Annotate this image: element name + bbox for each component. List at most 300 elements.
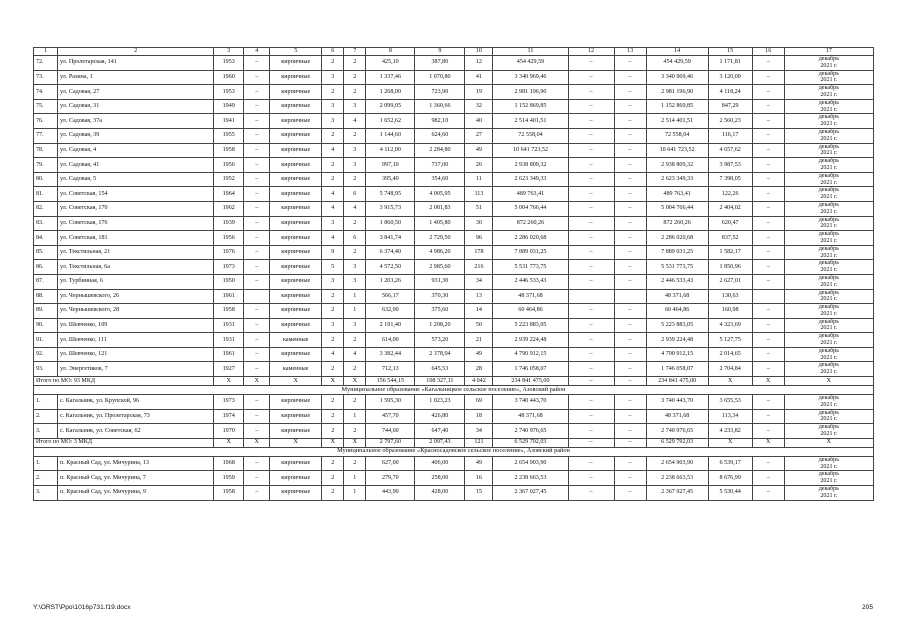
table-cell: 1958: [214, 304, 244, 319]
table-cell: 41: [465, 70, 493, 85]
deadline-year: 2021 г.: [820, 77, 838, 84]
table-cell: 620,47: [708, 216, 752, 231]
table-cell: 2 238 663,53: [493, 471, 568, 486]
table-cell: 3: [344, 318, 366, 333]
table-cell: 1958: [214, 486, 244, 501]
table-cell: 982,10: [415, 114, 465, 129]
address-cell: ул. Пролетарская, 141: [58, 56, 214, 71]
table-cell: 5 004 766,44: [493, 201, 568, 216]
table-cell: 2.: [34, 471, 58, 486]
table-cell: –: [752, 231, 784, 246]
table-cell: 3: [322, 99, 344, 114]
address-cell: ул. Шевченко, 111: [58, 333, 214, 348]
table-cell: 2: [344, 85, 366, 100]
table-cell: –: [752, 70, 784, 85]
table-cell: 82.: [34, 201, 58, 216]
table-row: [34, 172, 874, 187]
table-cell: кирпичные: [270, 158, 322, 173]
table-cell: 130,63: [708, 289, 752, 304]
deadline-year: 2021 г.: [820, 492, 838, 499]
table-cell: –: [244, 318, 270, 333]
table-cell: –: [568, 333, 614, 348]
table-cell: 4 233,82: [708, 424, 752, 439]
deadline-month: декабрь: [818, 260, 840, 267]
table-cell: кирпичные: [270, 114, 322, 129]
total-cell: X: [752, 438, 784, 447]
table-cell: –: [568, 395, 614, 410]
municipality-title: Муниципальное образование «Кагальницкое сельское поселение», Азовский район: [34, 386, 874, 395]
table-cell: 1950: [214, 274, 244, 289]
total-cell: 6 529 792,03: [646, 438, 708, 447]
table-cell: 3.: [34, 424, 58, 439]
deadline-cell: [784, 216, 873, 231]
table-cell: 2: [322, 424, 344, 439]
column-number-row: [34, 48, 874, 56]
table-cell: 2: [344, 216, 366, 231]
table-cell: –: [244, 471, 270, 486]
deadline-year: 2021 г.: [820, 135, 838, 142]
deadline-month: декабрь: [818, 486, 840, 493]
address-cell: ул. Садовая, 37а: [58, 114, 214, 129]
table-cell: 3: [322, 114, 344, 129]
table-cell: 216: [465, 260, 493, 275]
total-cell: –: [568, 377, 614, 386]
table-cell: –: [614, 318, 646, 333]
table-cell: кирпичные: [270, 304, 322, 319]
table-row: [34, 187, 874, 202]
table-cell: 83.: [34, 216, 58, 231]
table-cell: –: [752, 187, 784, 202]
table-cell: [568, 289, 614, 304]
table-cell: –: [244, 56, 270, 71]
table-cell: 1 850,96: [708, 260, 752, 275]
table-cell: 21: [465, 333, 493, 348]
table-cell: 4 118,24: [708, 85, 752, 100]
table-cell: 2 081,83: [415, 201, 465, 216]
table-cell: 258,00: [415, 471, 465, 486]
table-cell: 5 531 773,75: [646, 260, 708, 275]
table-cell: 34: [465, 274, 493, 289]
table-row: [34, 85, 874, 100]
deadline-year: 2021 г.: [820, 340, 838, 347]
column-number: 16: [752, 48, 784, 56]
address-cell: ул. Текстильная, 6а: [58, 260, 214, 275]
table-cell: 14: [465, 304, 493, 319]
table-cell: 2 938 809,32: [493, 158, 568, 173]
deadline-month: декабрь: [818, 456, 840, 463]
table-cell: –: [568, 158, 614, 173]
table-cell: кирпичные: [270, 187, 322, 202]
deadline-month: декабрь: [818, 245, 840, 252]
table-cell: 454 429,59: [493, 56, 568, 71]
address-cell: ул. Шевченко, 109: [58, 318, 214, 333]
table-cell: 2 623 349,33: [646, 172, 708, 187]
table-cell: 2: [344, 333, 366, 348]
table-cell: 1 171,81: [708, 56, 752, 71]
table-cell: –: [752, 201, 784, 216]
deadline-cell: [784, 260, 873, 275]
table-cell: –: [568, 85, 614, 100]
table-cell: 1959: [214, 471, 244, 486]
column-number: 2: [58, 48, 214, 56]
table-cell: 3 120,09: [708, 70, 752, 85]
table-cell: 80.: [34, 172, 58, 187]
table-cell: –: [568, 486, 614, 501]
table-cell: 86.: [34, 260, 58, 275]
table-cell: 2 446 533,43: [646, 274, 708, 289]
table-cell: 645,53: [415, 362, 465, 377]
table-cell: 178: [465, 245, 493, 260]
table-cell: –: [752, 424, 784, 439]
deadline-cell: [784, 187, 873, 202]
table-cell: кирпичные: [270, 456, 322, 471]
total-cell: X: [708, 438, 752, 447]
table-cell: 2: [322, 304, 344, 319]
table-cell: 1 203,26: [366, 274, 415, 289]
table-cell: 489 763,41: [646, 187, 708, 202]
table-cell: 1953: [214, 56, 244, 71]
table-cell: 2: [322, 333, 344, 348]
column-number: 8: [366, 48, 415, 56]
table-cell: 72.: [34, 56, 58, 71]
table-row: [34, 260, 874, 275]
table-row: [34, 201, 874, 216]
table-cell: –: [752, 347, 784, 362]
table-cell: 2: [322, 85, 344, 100]
table-cell: 2 367 027,45: [493, 486, 568, 501]
table-cell: 2: [322, 289, 344, 304]
table-cell: кирпичные: [270, 471, 322, 486]
table-cell: 9: [322, 245, 344, 260]
table-cell: –: [568, 70, 614, 85]
table-row: [34, 245, 874, 260]
deadline-month: декабрь: [818, 274, 840, 281]
table-cell: 1: [344, 304, 366, 319]
table-row: [34, 333, 874, 348]
table-cell: кирпичные: [270, 395, 322, 410]
table-cell: 1 152 869,85: [493, 99, 568, 114]
table-cell: 1927: [214, 362, 244, 377]
table-cell: кирпичные: [270, 172, 322, 187]
table-cell: –: [568, 172, 614, 187]
table-cell: –: [614, 274, 646, 289]
table-cell: 4 005,95: [415, 187, 465, 202]
table-cell: 2: [322, 158, 344, 173]
deadline-year: 2021 г.: [820, 179, 838, 186]
table-row: [34, 231, 874, 246]
table-cell: 3 740 443,70: [646, 395, 708, 410]
table-cell: 18: [465, 409, 493, 424]
table-cell: –: [752, 409, 784, 424]
column-number: 5: [270, 48, 322, 56]
table-cell: 3: [322, 70, 344, 85]
table-cell: –: [568, 304, 614, 319]
table-cell: кирпичные: [270, 128, 322, 143]
table-cell: 1949: [214, 99, 244, 114]
table-cell: 2: [344, 362, 366, 377]
table-cell: –: [244, 260, 270, 275]
table-cell: 997,10: [366, 158, 415, 173]
table-cell: 489 763,41: [493, 187, 568, 202]
table-cell: –: [614, 216, 646, 231]
table-cell: 1 595,30: [366, 395, 415, 410]
table-cell: 1958: [214, 143, 244, 158]
table-cell: 1939: [214, 216, 244, 231]
table-cell: –: [752, 471, 784, 486]
address-cell: ул. Советская, 176: [58, 216, 214, 231]
deadline-cell: [784, 486, 873, 501]
table-cell: –: [244, 231, 270, 246]
address-cell: ул. Советская, 181: [58, 231, 214, 246]
table-cell: –: [568, 260, 614, 275]
table-cell: 1: [344, 289, 366, 304]
table-cell: 1 144,60: [366, 128, 415, 143]
table-cell: 3: [344, 260, 366, 275]
table-cell: 116,17: [708, 128, 752, 143]
table-row: [34, 409, 874, 424]
table-cell: 1962: [214, 201, 244, 216]
deadline-month: декабрь: [818, 362, 840, 369]
table-cell: 2: [344, 172, 366, 187]
table-cell: 5: [322, 260, 344, 275]
footer-page-number: 205: [861, 604, 873, 611]
table-cell: 279,70: [366, 471, 415, 486]
table-cell: 647,40: [415, 424, 465, 439]
table-row: [34, 70, 874, 85]
table-cell: каменные: [270, 333, 322, 348]
table-cell: –: [244, 201, 270, 216]
table-cell: 76.: [34, 114, 58, 129]
table-cell: 34: [465, 424, 493, 439]
table-cell: 1 208,20: [415, 318, 465, 333]
deadline-year: 2021 г.: [820, 223, 838, 230]
table-cell: 1: [344, 486, 366, 501]
deadline-year: 2021 г.: [820, 478, 838, 485]
deadline-month: декабрь: [818, 347, 840, 354]
deadline-year: 2021 г.: [820, 237, 838, 244]
table-cell: –: [752, 304, 784, 319]
table-cell: –: [752, 260, 784, 275]
total-cell: X: [344, 377, 366, 386]
column-number: 6: [322, 48, 344, 56]
deadline-month: декабрь: [818, 128, 840, 135]
table-cell: 1974: [214, 409, 244, 424]
table-cell: 49: [465, 347, 493, 362]
table-cell: 4 323,69: [708, 318, 752, 333]
table-row: [34, 486, 874, 501]
table-cell: 4 986,20: [415, 245, 465, 260]
table-cell: 7 889 031,25: [493, 245, 568, 260]
total-cell: 234 841 475,00: [646, 377, 708, 386]
table-cell: 2: [344, 70, 366, 85]
table-row: [34, 56, 874, 71]
address-cell: ул. Разина, 1: [58, 70, 214, 85]
table-cell: кирпичные: [270, 201, 322, 216]
table-cell: 75.: [34, 99, 58, 114]
table-cell: –: [244, 362, 270, 377]
table-cell: 1964: [214, 187, 244, 202]
deadline-month: декабрь: [818, 201, 840, 208]
table-cell: –: [568, 274, 614, 289]
table-cell: 428,00: [415, 486, 465, 501]
table-cell: –: [244, 304, 270, 319]
table-row: [34, 456, 874, 471]
column-number: 11: [493, 48, 568, 56]
total-cell: X: [244, 438, 270, 447]
table-cell: –: [568, 99, 614, 114]
table-cell: 2 560,23: [708, 114, 752, 129]
deadline-month: декабрь: [818, 231, 840, 238]
total-cell: –: [568, 438, 614, 447]
table-cell: 4: [322, 231, 344, 246]
table-cell: 78.: [34, 143, 58, 158]
deadline-cell: [784, 143, 873, 158]
address-cell: ул. Садовая, 5: [58, 172, 214, 187]
column-number: 13: [614, 48, 646, 56]
deadline-month: декабрь: [818, 395, 840, 402]
table-cell: 6 374,40: [366, 245, 415, 260]
table-cell: 2 740 976,65: [646, 424, 708, 439]
address-cell: ул. Советская, 154: [58, 187, 214, 202]
table-cell: 1 652,62: [366, 114, 415, 129]
deadline-cell: [784, 409, 873, 424]
table-cell: 48 371,68: [493, 409, 568, 424]
table-cell: 2: [344, 424, 366, 439]
table-row: [34, 143, 874, 158]
deadline-cell: [784, 456, 873, 471]
table-cell: 51: [465, 201, 493, 216]
table-cell: 1960: [214, 70, 244, 85]
deadline-cell: [784, 114, 873, 129]
table-cell: 1 405,80: [415, 216, 465, 231]
table-cell: 72 558,04: [646, 128, 708, 143]
total-cell: X: [784, 377, 873, 386]
table-cell: 27: [465, 128, 493, 143]
table-cell: –: [752, 172, 784, 187]
footer-file-path: Y:\ORST\Ppo\1016p731.f19.docx: [33, 604, 131, 611]
table-cell: –: [244, 333, 270, 348]
table-cell: 2 404,02: [708, 201, 752, 216]
table-cell: 1961: [214, 289, 244, 304]
table-cell: 2: [344, 395, 366, 410]
deadline-month: декабрь: [818, 158, 840, 165]
total-label: Итого по МО: 3 МКД: [34, 438, 214, 447]
total-cell: 108 327,11: [415, 377, 465, 386]
table-cell: –: [244, 114, 270, 129]
table-cell: 2 446 533,43: [493, 274, 568, 289]
table-cell: 1 152 869,85: [646, 99, 708, 114]
table-row: [34, 99, 874, 114]
table-cell: –: [244, 143, 270, 158]
table-cell: 49: [465, 456, 493, 471]
address-cell: с. Кагальник, ул. Пролетарская, 73: [58, 409, 214, 424]
table-cell: 16: [465, 471, 493, 486]
table-cell: 2 014,65: [708, 347, 752, 362]
table-cell: 73.: [34, 70, 58, 85]
deadline-cell: [784, 245, 873, 260]
table-cell: 744,60: [366, 424, 415, 439]
table-cell: –: [568, 143, 614, 158]
table-cell: 406,00: [415, 456, 465, 471]
table-cell: 3 655,53: [708, 395, 752, 410]
table-row: [34, 304, 874, 319]
table-cell: 5 748,95: [366, 187, 415, 202]
table-cell: 3: [322, 216, 344, 231]
deadline-year: 2021 г.: [820, 310, 838, 317]
total-cell: X: [344, 438, 366, 447]
address-cell: п. Красный Сад, ул. Мичурина, 13: [58, 456, 214, 471]
table-cell: –: [752, 456, 784, 471]
table-cell: 1 070,80: [415, 70, 465, 85]
address-cell: ул. Советская, 170: [58, 201, 214, 216]
table-cell: 4 790 912,15: [493, 347, 568, 362]
deadline-year: 2021 г.: [820, 164, 838, 171]
total-cell: 6 529 792,03: [493, 438, 568, 447]
table-cell: –: [752, 143, 784, 158]
table-cell: 4: [344, 114, 366, 129]
table-cell: 2 729,50: [415, 231, 465, 246]
table-cell: 1973: [214, 395, 244, 410]
table-cell: 2: [344, 245, 366, 260]
deadline-year: 2021 г.: [820, 281, 838, 288]
total-cell: X: [708, 377, 752, 386]
table-cell: 4 790 912,15: [646, 347, 708, 362]
table-cell: 113,34: [708, 409, 752, 424]
table-cell: 2: [344, 128, 366, 143]
table-cell: кирпичные: [270, 347, 322, 362]
table-cell: 84.: [34, 231, 58, 246]
deadline-cell: [784, 289, 873, 304]
deadline-month: декабрь: [818, 424, 840, 431]
table-cell: 49: [465, 143, 493, 158]
table-cell: кирпичные: [270, 143, 322, 158]
total-cell: 234 841 475,00: [493, 377, 568, 386]
table-cell: 2: [322, 128, 344, 143]
table-cell: 1 337,46: [366, 70, 415, 85]
total-cell: 156 544,15: [366, 377, 415, 386]
table-cell: 2 286 020,68: [646, 231, 708, 246]
table-cell: –: [752, 114, 784, 129]
table-cell: 122,26: [708, 187, 752, 202]
table-cell: 2 985,60: [415, 260, 465, 275]
table-cell: 3 382,44: [366, 347, 415, 362]
deadline-month: декабрь: [818, 70, 840, 77]
table-cell: 624,60: [415, 128, 465, 143]
table-cell: 2 191,40: [366, 318, 415, 333]
column-number: 12: [568, 48, 614, 56]
table-cell: 370,30: [415, 289, 465, 304]
table-cell: 2 514 401,51: [493, 114, 568, 129]
deadline-cell: [784, 304, 873, 319]
table-cell: 87.: [34, 274, 58, 289]
table-cell: 1968: [214, 456, 244, 471]
table-cell: –: [244, 395, 270, 410]
table-cell: кирпичные: [270, 274, 322, 289]
table-cell: 7 398,05: [708, 172, 752, 187]
table-cell: –: [568, 216, 614, 231]
table-cell: 454 429,59: [646, 56, 708, 71]
address-cell: ул. Садовая, 41: [58, 158, 214, 173]
address-cell: ул. Садовая, 31: [58, 99, 214, 114]
table-cell: –: [614, 456, 646, 471]
deadline-month: декабрь: [818, 85, 840, 92]
table-cell: –: [568, 362, 614, 377]
table-cell: –: [614, 347, 646, 362]
total-cell: 4 042: [465, 377, 493, 386]
table-cell: кирпичные: [270, 99, 322, 114]
table-row: [34, 395, 874, 410]
table-cell: –: [244, 128, 270, 143]
